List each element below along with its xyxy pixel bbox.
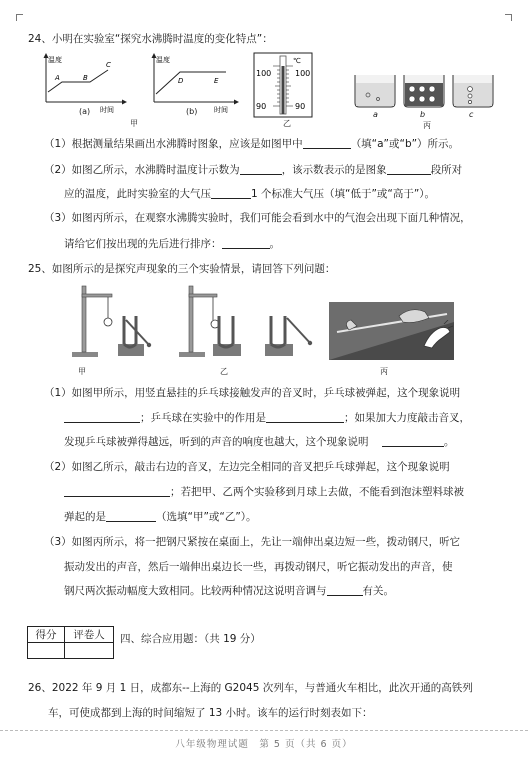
- thermometer-tick-100: 100: [256, 69, 272, 78]
- q24-fig-label-yi: 乙: [283, 119, 291, 128]
- q24-sub2-line2-text-a: 应的温度，此时实验室的大气压: [64, 188, 211, 200]
- q25-figure-yi: [177, 282, 317, 360]
- q25-sub1-blank-3[interactable]: [382, 435, 444, 447]
- graph-a-point-c: C: [106, 61, 111, 69]
- q25-sub3-line2: 振动发出的声音，然后一端伸出桌边长一些，再拨动钢尺，听它振动发出的声音，使: [64, 561, 453, 573]
- q25-sub2-line3: [64, 509, 257, 524]
- q24-sub2-line2: [64, 186, 435, 201]
- q25-sub1-line3-text: 发现乒乓球被弹得越远，听到的声音的响度也越大，这个现象说明: [64, 436, 369, 448]
- thermometer-tick-90-right: 90: [295, 102, 306, 111]
- graph-a-xlabel: 时间: [100, 106, 114, 114]
- beaker-label-c: c: [469, 110, 474, 119]
- beaker-c: [453, 75, 493, 107]
- corner-mark-top-left: [16, 14, 23, 21]
- q24-sub2-text-b: ，该示数表示的是图象: [281, 164, 387, 176]
- q24-sub3-line2: 请给它们按出现的先后进行排序： 。: [64, 238, 280, 250]
- q24-sub2-text-a: （2）如图乙所示，水沸腾时温度计示数为: [44, 164, 240, 176]
- q24-sub3-blank[interactable]: [222, 237, 270, 249]
- q25-fig-label-bing: 丙: [380, 367, 388, 376]
- thermometer-tick-100-right: 100: [295, 69, 311, 78]
- graph-b-caption: (b): [186, 107, 198, 116]
- graph-a-point-a: A: [55, 74, 60, 82]
- score-label: 得分: [28, 627, 65, 643]
- q24-sub1-blank[interactable]: [303, 137, 351, 149]
- beaker-label-a: a: [373, 110, 378, 119]
- graph-a-caption: (a): [79, 107, 91, 116]
- q25-sub2-line3-text-b: （选填“甲”或“乙”）。: [156, 511, 257, 523]
- q24-sub2-blank-1[interactable]: [240, 163, 282, 175]
- score-table: [27, 626, 114, 659]
- graph-a-ylabel: 温度: [48, 56, 62, 64]
- thermometer-unit: ℃: [293, 57, 301, 65]
- q25-fig-label-yi: 乙: [220, 367, 228, 376]
- thermometer-tick-90: 90: [256, 102, 267, 111]
- q25-sub1-blank-2[interactable]: [266, 411, 344, 423]
- q24-sub1-text-b: （填“a”或“b”）所示。: [350, 138, 460, 150]
- q24-sub2-line2-text-b: 1 个标准大气压（填“低于”或“高于”）。: [251, 188, 436, 200]
- q24-sub2: [44, 162, 462, 177]
- q25-sub1-blank-1[interactable]: [64, 411, 140, 423]
- score-cell[interactable]: [28, 643, 65, 659]
- q25-sub2-line2-text-b: ；若把甲、乙两个实验移到月球上去做，不能看到泡沫塑料球被: [170, 486, 464, 498]
- q24-stem: 24、小明在实验室“探究水沸腾时温度的变化特点”：: [28, 33, 273, 45]
- q24-thermometer: [253, 52, 313, 118]
- q26-line1: 26、2022 年 9 月 1 日，成都东--上海的 G2045 次列车，与普通火车相比，此次开通的高铁列: [28, 682, 473, 694]
- footer-divider: [0, 730, 528, 731]
- q25-sub1-line2-text-b: ；乒乓球在实验中的作用是: [140, 412, 266, 424]
- q24-fig-label-jia: 甲: [130, 119, 138, 128]
- q25-sub3-line3: [64, 583, 394, 598]
- q25-stem: 25、如图所示的是探究声现象的三个实验情景，请回答下列问题：: [28, 263, 336, 275]
- q24-graph-b: [148, 52, 240, 114]
- q25-sub1-line1: （1）如图甲所示，用竖直悬挂的乒乓球接触发声的音叉时，乒乓球被弹起，这个现象说明: [44, 387, 461, 399]
- grader-label: 评卷人: [65, 627, 114, 643]
- q24-sub1-text-a: （1）根据测量结果画出水沸腾时图象，应该是如图甲中: [44, 138, 303, 150]
- section4-title: 四、综合应用题：（共 19 分）: [120, 633, 261, 645]
- q24-fig-label-bing: 丙: [423, 121, 431, 130]
- q25-sub3-line3-text-a: 钢尺两次振动幅度大致相同。比较两种情况这说明音调与: [64, 585, 327, 597]
- q25-sub1-line2-text-c: ；如果加大力度敲击音叉，: [344, 412, 470, 424]
- q24-sub2-blank-3[interactable]: [211, 187, 251, 199]
- beaker-label-b: b: [420, 110, 426, 119]
- q25-fig-label-jia: 甲: [78, 367, 86, 376]
- q25-sub1-line3: 发现乒乓球被弹得越远，听到的声音的响度也越大，这个现象说明 。: [64, 436, 455, 448]
- q25-figure-jia: [70, 282, 152, 360]
- q25-sub2-blank-1[interactable]: [64, 485, 170, 497]
- corner-mark-top-right: [505, 14, 512, 21]
- graph-b-point-d: D: [178, 77, 184, 85]
- graph-b-ylabel: 温度: [156, 56, 170, 64]
- q25-sub2-line2: [64, 484, 464, 499]
- graph-b-point-e: E: [214, 77, 219, 85]
- grader-cell[interactable]: [65, 643, 114, 659]
- beaker-b: [404, 75, 444, 107]
- q24-beakers: [352, 73, 500, 115]
- page-footer: 八年级物理试题 第 5 页（共 6 页）: [175, 739, 353, 750]
- q25-sub1-line2: [64, 410, 470, 425]
- q25-hand-plucking-icon: [420, 320, 454, 350]
- q25-sub3-line3-text-b: 有关。: [362, 585, 394, 597]
- q25-sub2-line1: （2）如图乙所示，敲击右边的音叉，左边完全相同的音叉把乒乓球弹起，这个现象说明: [44, 461, 450, 473]
- q25-sub2-blank-2[interactable]: [106, 510, 156, 522]
- q25-sub3-blank[interactable]: [327, 584, 363, 596]
- q24-sub1: [44, 136, 459, 151]
- q25-sub2-line3-text-a: 弹起的是: [64, 511, 106, 523]
- q24-sub3-line1: （3）如图丙所示，在观察水沸腾实验时，我们可能会看到水中的气泡会出现下面几种情况，: [44, 212, 471, 224]
- q24-sub2-blank-2[interactable]: [387, 163, 431, 175]
- beaker-a: [355, 75, 395, 107]
- graph-a-point-b: B: [83, 74, 88, 82]
- graph-b-xlabel: 时间: [214, 106, 228, 114]
- q26-line2: 车，可使成都到上海的时间缩短了 13 小时。该车的运行时刻表如下：: [48, 707, 373, 719]
- q24-sub3-line2-text: 请给它们按出现的先后进行排序：: [64, 238, 222, 250]
- q25-sub3-line1: （3）如图丙所示，将一把钢尺紧按在桌面上，先让一端伸出桌边短一些，拨动钢尺，听它: [44, 536, 461, 548]
- q24-graph-a: [40, 52, 128, 114]
- q24-sub2-text-c: 段所对: [430, 164, 463, 176]
